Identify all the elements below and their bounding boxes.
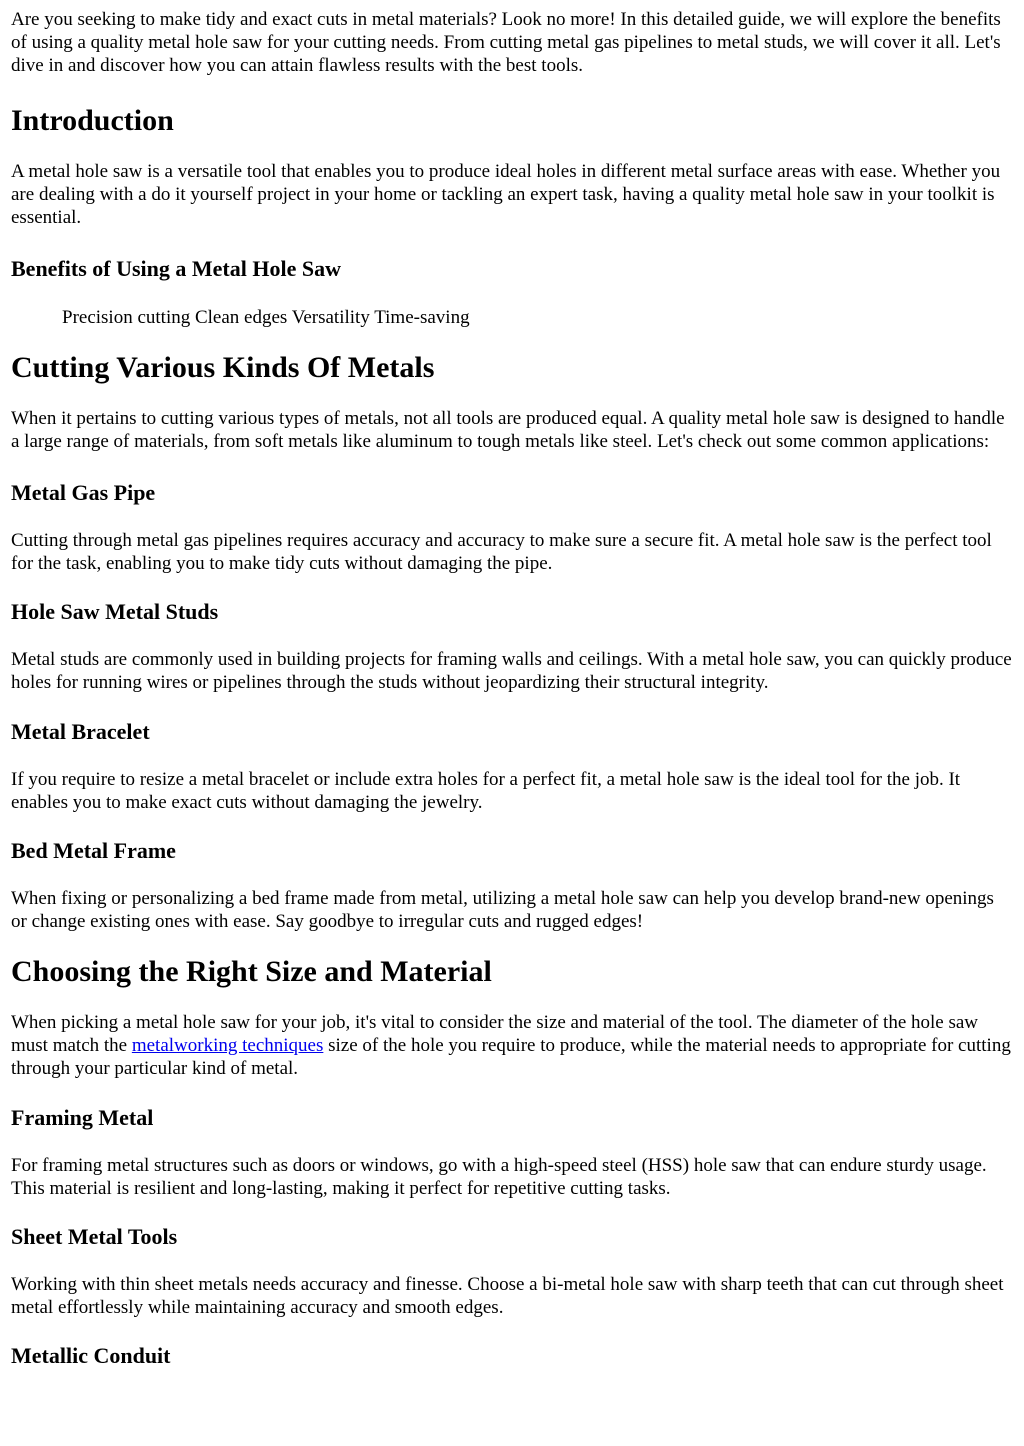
studs-heading: Hole Saw Metal Studs [11,599,219,624]
introduction-heading: Introduction [11,104,174,137]
framing-paragraph: For framing metal structures such as doors or windows, go with a high-speed steel (HSS) hole saw that can endure sturdy usage. This material is resilient and long-lasting, making it perfect for repetitive cutting tasks. [11,1155,987,1199]
introduction-paragraph: A metal hole saw is a versatile tool that enables you to produce ideal holes in different metal surface areas with ease. Whether you are dealing with a do it yourself project in your home or tackling an expert task, having a quality metal hole saw in your toolkit is essential. [11,161,1001,228]
cutting-paragraph: When it pertains to cutting various types of metals, not all tools are produced equal. A quality metal hole saw is designed to handle a large range of materials, from soft metals like aluminum to tough metals like steel. Let's check out some common applications: [11,408,1005,452]
studs-paragraph: Metal studs are commonly used in building projects for framing walls and ceilings. With a metal hole saw, you can quickly produce holes for running wires or pipelines through the studs without jeopardizing their structural integrity. [11,649,1012,693]
intro-paragraph: Are you seeking to make tidy and exact cuts in metal materials? Look no more! In this detailed guide, we will explore the benefits of using a quality metal hole saw for your cutting needs. From cutting metal gas pipelines to metal studs, we will cover it all. Let's dive in and discover how you can attain flawless results with the best tools. [11,9,1001,76]
bracelet-paragraph: If you require to resize a metal bracelet or include extra holes for a perfect fit, a metal hole saw is the ideal tool for the job. It enables you to make exact cuts without damaging the jewelry. [11,769,961,813]
benefits-heading: Benefits of Using a Metal Hole Saw [11,256,341,281]
conduit-heading: Metallic Conduit [11,1343,171,1368]
choosing-paragraph [11,1011,1013,1080]
gas-pipe-heading: Metal Gas Pipe [11,480,156,505]
bed-frame-heading: Bed Metal Frame [11,838,176,863]
sheet-heading: Sheet Metal Tools [11,1224,178,1249]
gas-pipe-paragraph: Cutting through metal gas pipelines requires accuracy and accuracy to make sure a secure fit. A metal hole saw is the perfect tool for the task, enabling you to make tidy cuts without damaging the pipe. [11,530,992,574]
choosing-text-after-link: size of the hole you require to produce, while the material needs to appropriate for cutting through your particular kind of metal. [11,1035,1011,1079]
framing-heading: Framing Metal [11,1105,154,1130]
metalworking-techniques-link[interactable]: metalworking techniques [131,1035,324,1056]
cutting-heading: Cutting Various Kinds Of Metals [11,351,435,384]
benefits-list: Precision cutting Clean edges Versatility Time-saving [62,307,470,328]
choosing-heading: Choosing the Right Size and Material [11,955,492,988]
bed-frame-paragraph: When fixing or personalizing a bed frame made from metal, utilizing a metal hole saw can help you develop brand-new openings or change existing ones with ease. Say goodbye to irregular cuts and rugged edges! [11,888,994,932]
choosing-text-before-link: When picking a metal hole saw for your job, it's vital to consider the size and material of the tool. The diameter of the hole saw must match the [11,1012,979,1056]
sheet-paragraph: Working with thin sheet metals needs accuracy and finesse. Choose a bi-metal hole saw with sharp teeth that can cut through sheet metal effortlessly while maintaining accuracy and smooth edges. [11,1274,1004,1318]
bracelet-heading: Metal Bracelet [11,719,150,744]
